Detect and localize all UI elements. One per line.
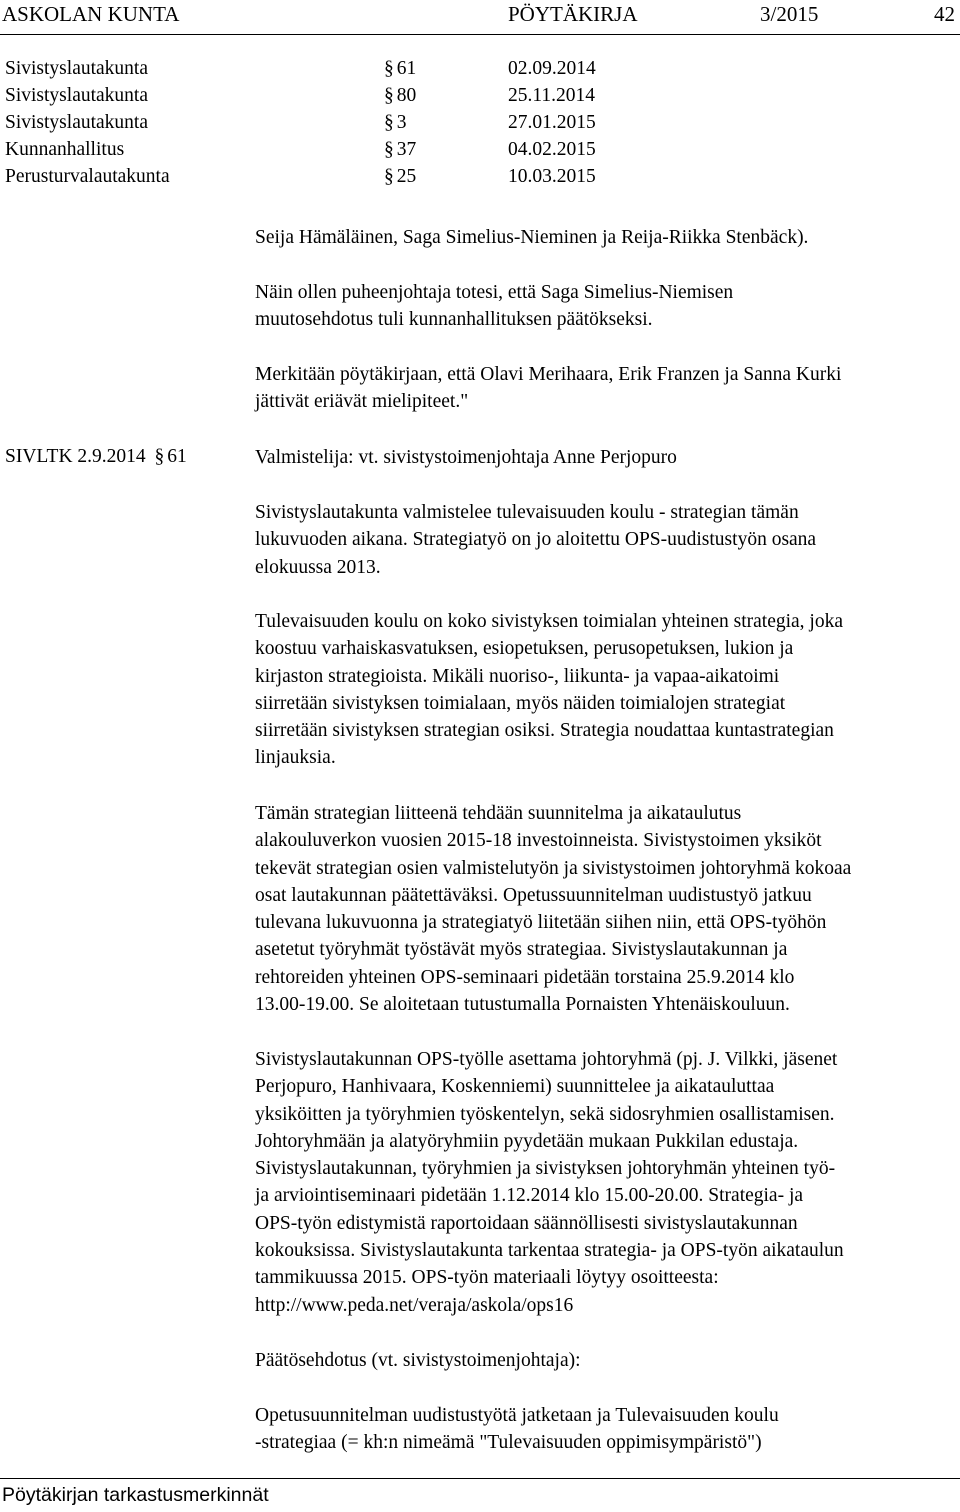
- text-line: kokouksissa. Sivistyslautakunta tarkentaa strategia- ja OPS-työn aikataulun: [255, 1240, 844, 1262]
- text-line: kirjaston strategioista. Mikäli nuoriso-, liikunta- ja vapaa-aikatoimi: [255, 665, 780, 687]
- routing-date: 04.02.2015: [508, 139, 596, 160]
- section-label: [5, 446, 187, 468]
- routing-date: 02.09.2014: [508, 58, 596, 79]
- paragraph-strategy-intro: [255, 499, 960, 581]
- section-symbol: §: [154, 446, 165, 467]
- text-line: siirretään sivistyksen strategian osiksi. Strategia noudattaa kuntastrategian: [255, 720, 834, 742]
- routing-date: 27.01.2015: [508, 112, 596, 133]
- text-line: tulevana lukuvuonna ja strategiatyö liitetään siihen niin, että OPS-työhön: [255, 912, 827, 934]
- section-label-code: SIVLTK 2.9.2014: [5, 446, 146, 467]
- paragraph-dissent-names: [255, 224, 960, 251]
- routing-section-number: 37: [396, 139, 417, 160]
- section-symbol: §: [384, 58, 394, 79]
- text-line: Näin ollen puheenjohtaja totesi, että Saga Simelius-Niemisen: [255, 282, 734, 303]
- section-label-number: 61: [167, 446, 187, 467]
- routing-body: Kunnanhallitus: [5, 139, 125, 160]
- text-line: alakouluverkon vuosien 2015-18 investoinneista. Sivistystoimen yksiköt: [255, 830, 822, 852]
- text-line: yksiköitten ja työryhmien työskentelyn, sekä sidosryhmien osallistamisen.: [255, 1103, 835, 1125]
- text-line: elokuussa 2013.: [255, 556, 381, 578]
- header-municipality: ASKOLAN KUNTA: [2, 2, 180, 26]
- text-line: Seija Hämäläinen, Saga Simelius-Nieminen ja Reija-Riikka Stenbäck).: [255, 227, 809, 248]
- text-line: Tämän strategian liitteenä tehdään suunnitelma ja aikataulutus: [255, 803, 742, 824]
- text-line: http://www.peda.net/veraja/askola/ops16: [255, 1294, 574, 1316]
- text-line: OPS-työn edistymistä raportoidaan säännöllisesti sivistyslautakunnan: [255, 1212, 798, 1234]
- routing-section-number: 3: [396, 112, 407, 133]
- header-divider: [0, 34, 960, 35]
- text-line: Sivistyslautakunnan, työryhmien ja sivistyksen johtoryhmän yhteinen työ-: [255, 1158, 836, 1180]
- paragraph-proposal-heading: [255, 1347, 960, 1374]
- routing-section-number: 80: [396, 85, 417, 106]
- section-symbol: §: [384, 139, 394, 160]
- paragraph-proposal-text: [255, 1402, 960, 1457]
- section-symbol: §: [384, 112, 394, 133]
- routing-section: [384, 166, 416, 188]
- paragraph-preparer: [255, 444, 960, 471]
- routing-section: [384, 139, 416, 161]
- text-line: 13.00-19.00. Se aloitetaan tutustumalla Pornaisten Yhtenäiskouluun.: [255, 994, 790, 1016]
- routing-section-number: 25: [396, 166, 417, 187]
- routing-body: Perusturvalautakunta: [5, 166, 170, 187]
- routing-section-number: 61: [396, 58, 417, 79]
- header-doc-type: PÖYTÄKIRJA: [508, 2, 638, 26]
- header-doc-number: 3/2015: [760, 2, 819, 26]
- routing-date: 10.03.2015: [508, 166, 596, 187]
- routing-section: [384, 112, 407, 134]
- text-line: linjauksia.: [255, 747, 336, 769]
- routing-date: 25.11.2014: [508, 85, 596, 106]
- text-line: koostuu varhaiskasvatuksen, esiopetuksen, perusopetuksen, lukion ja: [255, 638, 794, 660]
- text-line: Opetusuunnitelman uudistustyötä jatketaan ja Tulevaisuuden koulu: [255, 1405, 779, 1426]
- text-line: rehtoreiden yhteinen OPS-seminaari pidetään torstaina 25.9.2014 klo: [255, 966, 795, 988]
- paragraph-chair-statement: [255, 279, 960, 334]
- text-line: jättivät eriävät mielipiteet.": [255, 391, 469, 413]
- text-line: Sivistyslautakunta valmistelee tulevaisuuden koulu - strategian tämän: [255, 502, 799, 523]
- text-line: asetetut työryhmät työstävät myös strategiaa. Sivistyslautakunnan ja: [255, 939, 788, 961]
- paragraph-dissent-record: [255, 361, 960, 416]
- routing-section: [384, 58, 416, 80]
- text-line: siirretään sivistyksen toimialaan, myös näiden toimialojen strategiat: [255, 692, 786, 714]
- section-symbol: §: [384, 166, 394, 187]
- text-line: ja arviointiseminaari pidetään 1.12.2014 klo 15.00-20.00. Strategia- ja: [255, 1185, 804, 1207]
- footer-divider: [0, 1478, 960, 1479]
- text-line: Sivistyslautakunnan OPS-työlle asettama johtoryhmä (pj. J. Vilkki, jäsenet: [255, 1049, 838, 1070]
- text-line: Tulevaisuuden koulu on koko sivistyksen toimialan yhteinen strategia, joka: [255, 611, 843, 632]
- text-line: Valmistelija: vt. sivistystoimenjohtaja Anne Perjopuro: [255, 447, 677, 468]
- routing-body: Sivistyslautakunta: [5, 112, 148, 133]
- section-symbol: §: [384, 85, 394, 106]
- footer-inspection-label: Pöytäkirjan tarkastusmerkinnät: [2, 1484, 269, 1506]
- routing-section: [384, 85, 416, 107]
- routing-body: Sivistyslautakunta: [5, 58, 148, 79]
- text-line: muutosehdotus tuli kunnanhallituksen päätökseksi.: [255, 309, 653, 331]
- text-line: Päätösehdotus (vt. sivistystoimenjohtaja):: [255, 1350, 581, 1371]
- text-line: Merkitään pöytäkirjaan, että Olavi Merihaara, Erik Franzen ja Sanna Kurki: [255, 364, 842, 385]
- text-line: -strategiaa (= kh:n nimeämä "Tulevaisuuden oppimisympäristö"): [255, 1432, 762, 1454]
- text-line: tekevät strategian osien valmistelutyön ja sivistystoimen johtoryhmä kokoaa: [255, 857, 852, 879]
- paragraph-steering-group: [255, 1046, 960, 1319]
- text-line: Johtoryhmään ja alatyöryhmiin pyydetään mukaan Pukkilan edustaja.: [255, 1130, 799, 1152]
- text-line: osat lautakunnan päätettäväksi. Opetussuunnitelman uudistustyö jatkuu: [255, 884, 812, 906]
- text-line: tammikuussa 2015. OPS-työn materiaali löytyy osoitteesta:: [255, 1267, 719, 1289]
- header-page-number: 42: [934, 2, 955, 26]
- text-line: lukuvuoden aikana. Strategiatyö on jo aloitettu OPS-uudistustyön osana: [255, 529, 817, 551]
- paragraph-future-school: [255, 608, 960, 772]
- routing-body: Sivistyslautakunta: [5, 85, 148, 106]
- paragraph-strategy-appendix: [255, 800, 960, 1018]
- text-line: Perjopuro, Hanhivaara, Koskenniemi) suunnittelee ja aikatauluttaa: [255, 1076, 775, 1098]
